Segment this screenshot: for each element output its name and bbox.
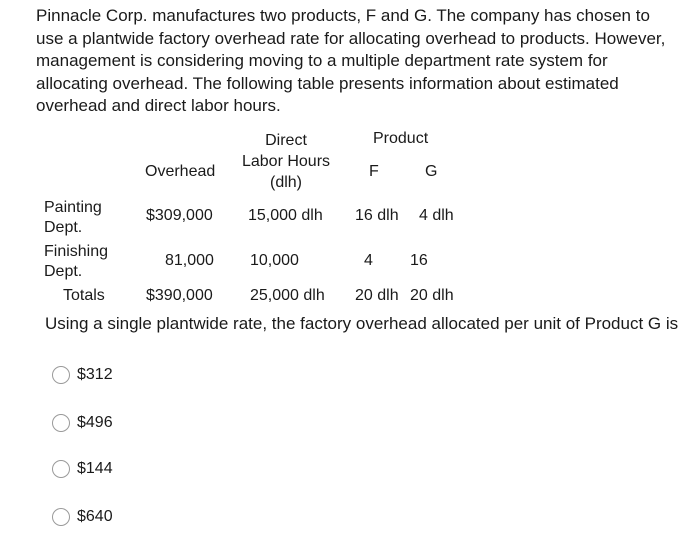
- row-label-painting: [44, 198, 102, 238]
- cell-product-f: 4: [364, 252, 373, 269]
- header-dlh-line2: Labor Hours: [241, 153, 331, 170]
- question-text: Pinnacle Corp. manufactures two products, F and G. The company has chosen to use a plantwide factory overhead rate for allocating overhead to products. However, management is considering moving to a multiple department rate system for allocating overhead. The following table presents information about estimated overhead and direct labor hours.: [36, 6, 666, 115]
- cell-overhead: 81,000: [165, 252, 214, 269]
- answer-option-3[interactable]: [52, 457, 113, 481]
- radio-button[interactable]: [52, 414, 70, 432]
- cell-dlh: 25,000 dlh: [250, 287, 325, 304]
- row-label-line1: Finishing: [44, 243, 109, 260]
- row-label-line2: Dept.: [44, 219, 83, 236]
- row-label-line1: Painting: [44, 199, 102, 216]
- header-dlh-line1: Direct: [265, 132, 307, 149]
- answer-option-1[interactable]: [52, 363, 113, 387]
- question-prompt: Using a single plantwide rate, the factory overhead allocated per unit of Product G is: [45, 314, 679, 333]
- row-label-finishing: [44, 242, 108, 282]
- answer-option-4[interactable]: [52, 505, 113, 529]
- option-label: $496: [77, 414, 113, 431]
- option-label: $144: [77, 460, 113, 477]
- cell-product-f: 16 dlh: [355, 207, 399, 224]
- cell-product-g: 20 dlh: [410, 287, 454, 304]
- cell-product-f: 20 dlh: [355, 287, 399, 304]
- radio-button[interactable]: [52, 508, 70, 526]
- radio-button[interactable]: [52, 366, 70, 384]
- radio-button[interactable]: [52, 460, 70, 478]
- option-label: $640: [77, 508, 113, 525]
- cell-overhead: $309,000: [146, 207, 213, 224]
- cell-product-g: 4 dlh: [419, 207, 454, 224]
- header-overhead: Overhead: [145, 163, 216, 180]
- header-dlh-line3: (dlh): [269, 174, 302, 191]
- header-product: Product: [373, 130, 429, 147]
- cell-dlh: 15,000 dlh: [248, 207, 323, 224]
- cell-overhead: $390,000: [146, 287, 213, 304]
- header-product-g: G: [425, 163, 438, 180]
- cell-product-g: 16: [410, 252, 428, 269]
- row-label-totals: Totals: [63, 287, 105, 304]
- header-direct-labor-hours: [238, 130, 334, 193]
- row-label-line2: Dept.: [44, 263, 83, 280]
- header-product-f: F: [369, 163, 379, 180]
- cell-dlh: 10,000: [250, 252, 299, 269]
- answer-option-2[interactable]: [52, 411, 113, 435]
- option-label: $312: [77, 366, 113, 383]
